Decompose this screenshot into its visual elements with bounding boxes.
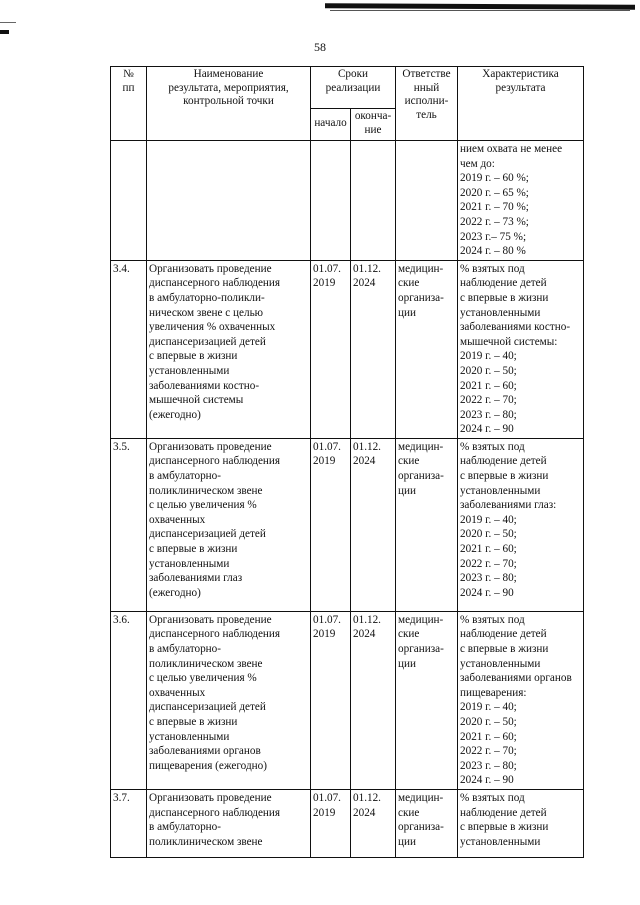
row-num: 3.7.: [111, 790, 147, 858]
table-row: [111, 438, 584, 611]
row-num: 3.6.: [111, 611, 147, 789]
row-name: Организовать проведение диспансерного наблюдения в амбулаторно-поликли- ническом звене с целью увеличения % охваченных диспансеризацией детей с впервые в жизни установленными заболеваниями костно- мышечной системы (ежегодно): [147, 260, 311, 438]
header-responsible: Ответстве нный исполни- тель: [396, 67, 458, 141]
scan-left-mark: [0, 30, 9, 34]
row-end: 01.12. 2024: [351, 790, 396, 858]
row-num: 3.5.: [111, 438, 147, 611]
row-characteristic: % взятых под наблюдение детей с впервые в жизни установленными заболеваниями органов пищеварения: 2019 г. – 40; 2020 г. – 50; 2021 г. – 60; 2022 г. – 70; 2023 г. – 80; 2024 г. – 90: [458, 611, 584, 789]
row-characteristic: % взятых под наблюдение детей с впервые в жизни установленными заболеваниями глаз: 2019 г. – 40; 2020 г. – 50; 2021 г. – 60; 2022 г. – 70; 2023 г. – 80; 2024 г. – 90: [458, 438, 584, 611]
row-start: 01.07. 2019: [311, 438, 351, 611]
row-characteristic: % взятых под наблюдение детей с впервые в жизни установленными заболеваниями костно- мышечной системы: 2019 г. – 40; 2020 г. – 50; 2021 г. – 60; 2022 г. – 70; 2023 г. – 80; 2024 г. – 90: [458, 260, 584, 438]
row-end: 01.12. 2024: [351, 260, 396, 438]
row-responsible: [396, 141, 458, 261]
scan-edge-mark: [325, 3, 635, 10]
row-num: 3.4.: [111, 260, 147, 438]
scan-edge-line: [330, 10, 630, 11]
row-start: [311, 141, 351, 261]
table-row: [111, 260, 584, 438]
table-row: [111, 141, 584, 261]
results-table: [110, 66, 584, 858]
row-responsible: медицин- ские организа- ции: [396, 260, 458, 438]
row-characteristic: нием охвата не менее чем до: 2019 г. – 60 %; 2020 г. – 65 %; 2021 г. – 70 %; 2022 г. – 73 %; 2023 г.– 75 %; 2024 г. – 80 %: [458, 141, 584, 261]
header-start: начало: [311, 109, 351, 141]
row-responsible: медицин- ские организа- ции: [396, 790, 458, 858]
row-characteristic: % взятых под наблюдение детей с впервые в жизни установленными: [458, 790, 584, 858]
row-start: 01.07. 2019: [311, 790, 351, 858]
scan-left-line: [0, 22, 16, 23]
header-name: Наименование результата, мероприятия, контрольной точки: [147, 67, 311, 141]
row-end: 01.12. 2024: [351, 438, 396, 611]
row-start: 01.07. 2019: [311, 260, 351, 438]
row-end: [351, 141, 396, 261]
row-name: [147, 141, 311, 261]
header-terms: Сроки реализации: [311, 67, 396, 109]
row-responsible: медицин- ские организа- ции: [396, 611, 458, 789]
row-name: Организовать проведение диспансерного наблюдения в амбулаторно- поликлиническом звене с целью увеличения % охваченных диспансеризацией детей с впервые в жизни установленными заболеваниями органов пищеварения (ежегодно): [147, 611, 311, 789]
row-start: 01.07. 2019: [311, 611, 351, 789]
row-responsible: медицин- ские организа- ции: [396, 438, 458, 611]
row-num: [111, 141, 147, 261]
page-number: 58: [314, 40, 326, 54]
table-row: [111, 611, 584, 789]
header-num: № пп: [111, 67, 147, 141]
header-end: оконча- ние: [351, 109, 396, 141]
row-name: Организовать проведение диспансерного наблюдения в амбулаторно- поликлиническом звене: [147, 790, 311, 858]
row-name: Организовать проведение диспансерного наблюдения в амбулаторно- поликлиническом звене с целью увеличения % охваченных диспансеризацией детей с впервые в жизни установленными заболеваниями глаз (ежегодно): [147, 438, 311, 611]
row-end: 01.12. 2024: [351, 611, 396, 789]
header-characteristic: Характеристика результата: [458, 67, 584, 141]
table-row: [111, 790, 584, 858]
